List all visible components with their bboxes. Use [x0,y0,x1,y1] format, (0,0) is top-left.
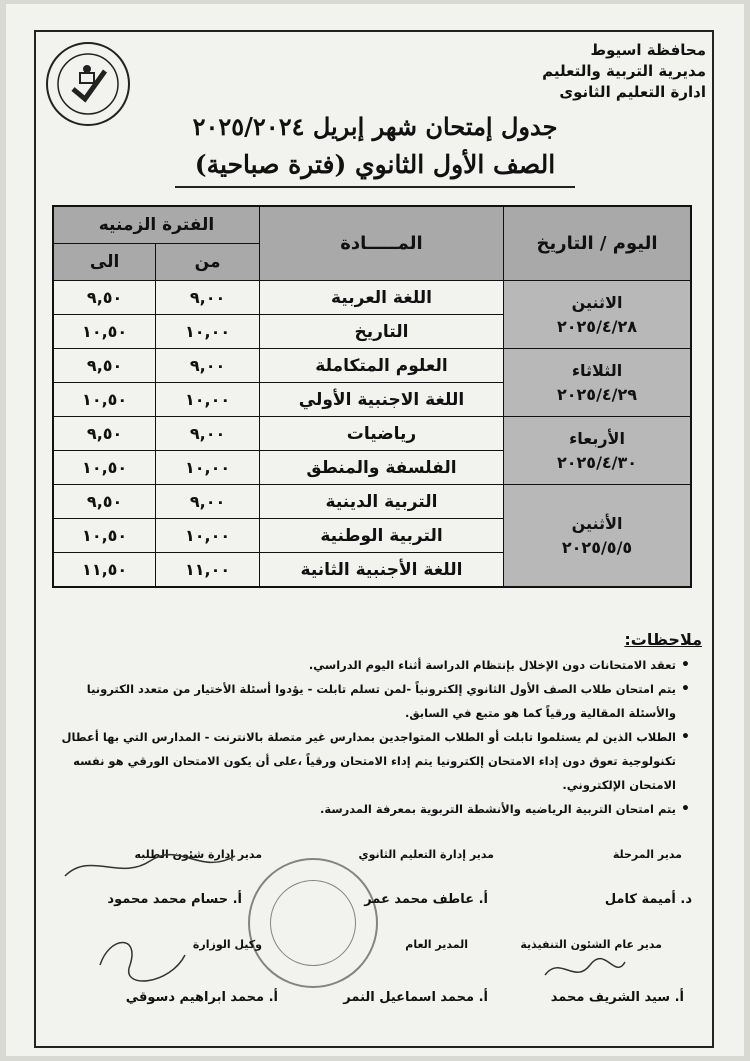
schedule-title: جدول إمتحان شهر إبريل ٢٠٢٥/٢٠٢٤ [192,112,558,141]
header-day-date: اليوم / التاريخ [504,206,691,281]
emblem-icon [53,49,123,119]
directorate-name: مديرية التربية والتعليم [542,62,706,80]
to-cell: ٩,٥٠ [53,417,156,451]
subject-cell: التاريخ [259,315,503,349]
title-underline [175,186,575,188]
to-cell: ١٠,٥٠ [53,519,156,553]
signature-stage [613,848,682,861]
signature-name: أ. عاطف محمد عمر [364,892,488,907]
table-row [53,349,691,383]
signature-affairs-name [107,892,242,907]
signature-secondary [359,848,494,861]
signature-deputy [193,938,262,951]
signature-secondary-name [364,892,488,907]
notes-section [40,630,702,821]
from-cell: ٩,٠٠ [156,281,260,315]
signature-name: أ. محمد ابراهيم دسوقي [125,990,278,1005]
from-cell: ١٠,٠٠ [156,315,260,349]
from-cell: ١٠,٠٠ [156,451,260,485]
signature-exec-name [551,990,684,1005]
header-to: الى [53,244,156,281]
subject-cell: العلوم المتكاملة [259,349,503,383]
handwritten-signature [60,846,240,886]
table-row [53,417,691,451]
subject-cell: اللغة الأجنبية الثانية [259,553,503,588]
table-row [53,281,691,315]
header-period: الفترة الزمنيه [53,206,259,244]
day-date: ٢٠٢٥/٤/٣٠ [557,452,638,472]
from-cell: ١٠,٠٠ [156,519,260,553]
to-cell: ١٠,٥٠ [53,451,156,485]
exam-schedule-table [52,205,692,588]
header-subject: المـــــادة [259,206,503,281]
subject-cell: الفلسفة والمنطق [259,451,503,485]
from-cell: ١٠,٠٠ [156,383,260,417]
notes-title: ملاحظات: [624,630,702,649]
schedule-subtitle: الصف الأول الثانوي (فترة صباحية) [194,150,556,179]
day-name: الأثنين [571,513,623,533]
from-cell: ١١,٠٠ [156,553,260,588]
issuer-header [542,40,706,103]
table-row [53,485,691,519]
to-cell: ٩,٥٠ [53,485,156,519]
signature-stage-name [605,892,692,907]
signature-role: مدير المرحلة [612,848,682,861]
day-cell [504,349,691,417]
day-name: الاثنين [571,292,623,312]
signature-name: د. أميمة كامل [604,892,692,907]
signature-general-name [343,990,488,1005]
to-cell: ١١,٥٠ [53,553,156,588]
day-name: الأربعاء [569,428,625,448]
list-item: • يتم امتحان طلاب الصف الأول الثانوي إلكترونياً -لمن تسلم تابلت - يؤدوا أسئلة الأختيار من متعدد الكترونيا والأسئلة المقالية ورقياً كما هو متبع في السابق. [40,677,688,725]
from-cell: ٩,٠٠ [156,417,260,451]
signature-role: وكيل الوزارة [192,938,262,951]
day-cell [504,417,691,485]
to-cell: ١٠,٥٠ [53,383,156,417]
list-item: • الطلاب الذين لم يستلموا تابلت أو الطلاب المتواجدين بمدارس غير متصلة بالانترنت - المدارس التي بها أعطال تكنولوجية تعوق دون إداء الامتحان إلكترونيا يتم إداء الامتحان ورقياً ،على أن يكون الامتحان الورقي هو نفسه الامتحان الإلكتروني. [40,725,688,797]
signature-name: أ. سيد الشريف محمد [550,990,684,1005]
day-name: الثلاثاء [571,360,623,380]
from-cell: ٩,٠٠ [156,349,260,383]
signature-name: أ. حسام محمد محمود [107,892,242,907]
handwritten-signature [540,950,630,990]
subject-cell: رياضيات [259,417,503,451]
day-date: ٢٠٢٥/٤/٢٩ [557,384,638,404]
to-cell: ٩,٥٠ [53,281,156,315]
from-cell: ٩,٠٠ [156,485,260,519]
notes-list [40,653,702,821]
subject-cell: التربية الوطنية [259,519,503,553]
day-cell [504,281,691,349]
day-date: ٢٠٢٥/٤/٢٨ [557,316,638,336]
subject-cell: اللغة العربية [259,281,503,315]
signature-role: مدير إدارة التعليم الثانوي [358,848,494,861]
subject-cell: اللغة الاجنبية الأولي [259,383,503,417]
subject-cell: التربية الدينية [259,485,503,519]
list-item: • تعقد الامتحانات دون الإخلال بإنتظام الدراسة أثناء اليوم الدراسي. [40,653,688,677]
table-header-row [53,206,691,244]
signature-role: مدير عام الشئون التنفيذية [520,938,662,951]
handwritten-signature [90,925,200,995]
governorate-name: محافظة اسيوط [590,41,706,59]
signature-name: أ. محمد اسماعيل النمر [343,990,488,1005]
signature-role: مدير إدارة شئون الطلبه [134,848,262,861]
day-date: ٢٠٢٥/٥/٥ [561,537,633,557]
department-name: ادارة التعليم الثانوى [559,83,706,101]
to-cell: ١٠,٥٠ [53,315,156,349]
official-stamp [248,858,378,988]
day-cell [504,485,691,588]
signature-general [405,938,468,951]
list-item: • يتم امتحان التربية الرياضيه والأنشطة التربوية بمعرفة المدرسة. [40,797,688,821]
signature-role: المدير العام [405,938,468,951]
header-from: من [156,244,260,281]
to-cell: ٩,٥٠ [53,349,156,383]
